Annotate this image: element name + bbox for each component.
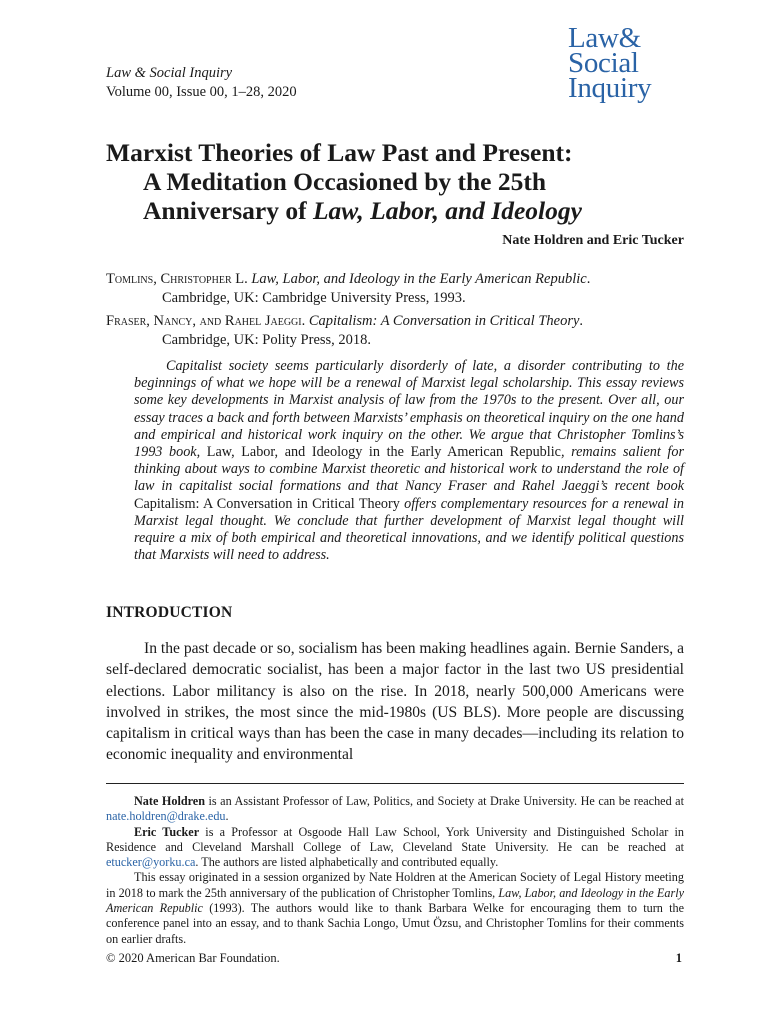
ref-end: . (586, 271, 591, 287)
ref-end: . (579, 313, 584, 329)
abstract-book-1: Law, Labor, and Ideology in the Early American Republic (206, 444, 561, 461)
journal-logo (568, 22, 652, 104)
footnote-acknowledgements (106, 870, 684, 946)
journal-header (106, 64, 297, 102)
footnote-text-end: . The authors are listed alphabetically and contributed equally. (195, 855, 499, 870)
footnote-author-name: Eric Tucker (134, 824, 200, 839)
section-heading-introduction: INTRODUCTION (106, 604, 233, 621)
reviewed-work-2 (106, 312, 686, 350)
footnote-author-name: Nate Holdren (134, 794, 205, 808)
footnote-text: This essay originated in a session organized by Nate Holdren at the American Society of Legal History meeting in 2018 to mark the 25th anniversary of the publication of Christopher Tomlins, (106, 870, 684, 900)
ref-author-last: Fraser (106, 313, 147, 329)
journal-name: Law & Social Inquiry (106, 65, 233, 81)
abstract-text-3: offers complementary resources for a renewal in Marxist legal thought. We conclude that further development of Marxist legal thought will require a mix of both empirical and theoretical innovations, and we identify political questions that Marxists will need to address. (134, 495, 684, 564)
abstract-text-1: Capitalist society seems particularly disorderly of late, a disorder contributing to the beginnings of what we hope will be a renewal of Marxist legal scholarship. This essay reviews some key developments in Marxist analysis of law from the 1970s to the present. Over all, our essay traces a back and forth between Marxists’ emphasis on theoretical inquiry on the one hand and empirical and historical work inquiry on the other. We argue that Christopher Tomlins’s 1993 book, (134, 358, 684, 461)
footnote-text: is a Professor at Osgoode Hall Law School, York University and Distinguished Scholar in Residence and Cleveland Marshall College of Law, Cleveland State University. He can be reached at (106, 824, 684, 854)
email-link[interactable]: etucker@yorku.ca (106, 855, 196, 870)
copyright-notice: © 2020 American Bar Foundation. (106, 951, 280, 965)
ref-publisher: Cambridge, UK: Polity Press, 2018. (162, 332, 372, 348)
reviewed-work-1 (106, 270, 686, 308)
intro-paragraph-text: In the past decade or so, socialism has been making headlines again. Bernie Sanders, a self-declared democratic socialist, has been a major factor in the last two US presidential elections. Labor militancy is also on the rise. In 2018, nearly 500,000 Americans were involved in strikes, the most since the mid-1980s (US BLS). More people are discussing capitalism in critical ways than has been the case in many decades—including its relation to economic inequality and environmental (106, 640, 684, 764)
title-line-2: A Meditation Occasioned by the 25th (143, 167, 547, 196)
footnote-author-2 (106, 825, 684, 871)
page-number: 1 (675, 951, 682, 965)
email-link[interactable]: nate.holdren@drake.edu (106, 809, 226, 824)
title-line-3-prefix: Anniversary of (143, 196, 313, 225)
ref-author-first: , Christopher L. (153, 271, 248, 287)
title-line-3 (106, 196, 706, 225)
volume-line: Volume 00, Issue 00, 1–28, 2020 (106, 84, 297, 100)
footnote-text: is an Assistant Professor of Law, Politics, and Society at Drake University. He can be reached at (205, 794, 684, 808)
intro-paragraph (106, 638, 684, 766)
ref-work-title: Law, Labor, and Ideology in the Early American Republic (251, 271, 587, 287)
logo-line-3: Inquiry (568, 72, 652, 104)
footnote-text-end: . (225, 809, 229, 824)
logo-line-2: Social (568, 47, 639, 79)
title-book-name: Law, Labor, and Ideology (312, 196, 582, 225)
footnote-divider (106, 783, 684, 784)
abstract (134, 358, 684, 564)
title-line-1: Marxist Theories of Law Past and Present: (106, 138, 573, 167)
article-authors: Nate Holdren and Eric Tucker (502, 233, 684, 248)
ref-author-last: Tomlins (106, 271, 154, 287)
footnote-book-title: Law, Labor, and Ideology in the Early American Republic (106, 885, 684, 916)
footnote-text-end: (1993). The authors would like to thank Barbara Welke for encouraging them to turn the conference panel into an essay, and to thank Sachia Longo, Umut Özsu, and Christopher Tomlins for their comments on earlier drafts. (106, 901, 685, 946)
abstract-book-2: Capitalism: A Conversation in Critical Theory (134, 495, 400, 512)
article-title (106, 138, 706, 225)
ref-publisher: Cambridge, UK: Cambridge University Press, 1993. (162, 290, 466, 306)
abstract-text-2: , remains salient for thinking about ways to combine Marxist theoretic and historical work to understand the role of law in capitalist social formations and that Nancy Fraser and Rahel Jaeggi’s recent book (134, 444, 684, 495)
footnote-author-1 (106, 794, 684, 825)
ref-author-first: , Nancy, and Rahel Jaeggi. (146, 313, 306, 329)
logo-line-1: Law& (568, 22, 641, 54)
footnotes (106, 794, 684, 947)
reviewed-works (106, 270, 686, 354)
ref-work-title: Capitalism: A Conversation in Critical Theory (308, 313, 580, 329)
